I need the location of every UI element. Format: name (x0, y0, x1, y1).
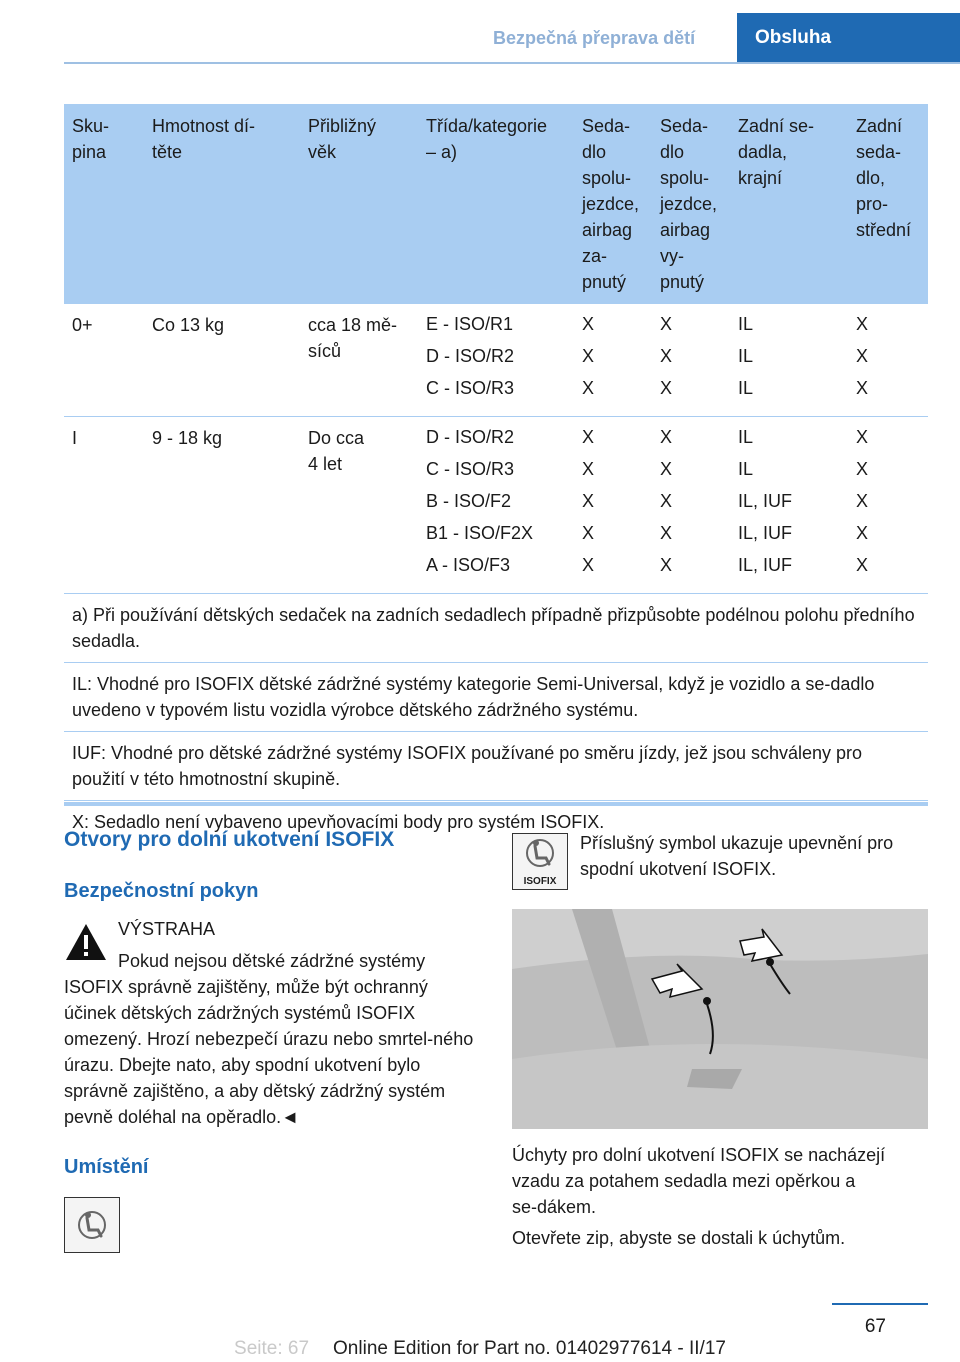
footer-rule (832, 1303, 928, 1305)
footer-edition (0, 1338, 960, 1360)
section-title: Otvory pro dolní ukotvení ISOFIX (64, 828, 395, 851)
table-note: a) Při používání dětských sedaček na zadních sedadlech případně přizpůsobte podélnou polohu předního sedadla. (64, 594, 928, 663)
rear-middle-cell-value: X (856, 378, 869, 398)
rear-middle-cell-value: X (856, 459, 869, 479)
class-cell (418, 417, 574, 594)
warning-text: ISOFIX správně zajištěny, může být ochranný účinek dětských zádržných systémů ISOFIX omezený. Hrozí nebezpečí úrazu nebo smrtel‑ného úrazu. Dbejte nato, aby spodní ukotvení bylo správně zajištěno, a aby dětský zádržný systém pevně doléhal na opěradlo.◄ (64, 977, 474, 1127)
rear-outer-cell-value: IL (738, 314, 754, 334)
class-cell-value: C - ISO/R3 (426, 378, 515, 398)
col-header (144, 104, 300, 304)
rear-middle-cell-value: X (856, 314, 869, 334)
seat-airbag-on-cell-value: X (582, 346, 595, 366)
footer-watermark: Seite: 67 (234, 1338, 310, 1359)
rear-middle-cell-value: X (856, 346, 869, 366)
caption-zip: Otevřete zip, abyste se dostali k úchytům. (512, 1228, 846, 1248)
seat-airbag-off-cell-value: X (660, 427, 673, 447)
col-header (418, 104, 574, 304)
col-header (64, 104, 144, 304)
seat-airbag-on-cell-value: X (582, 523, 595, 543)
rear-outer-cell (730, 417, 848, 594)
rear-middle-cell-value: X (856, 555, 869, 575)
class-cell-value: D - ISO/R2 (426, 346, 515, 366)
header-section-title: Bezpečná přeprava dětí (493, 28, 696, 48)
col-header-label: Zadní seda- dlo, pro- střední (856, 116, 912, 240)
col-header (574, 104, 652, 304)
col-header (300, 104, 418, 304)
seat-airbag-on-cell-value: X (582, 555, 595, 575)
col-header-label: Hmotnost dí- těte (152, 116, 256, 162)
seat-airbag-on-cell (574, 304, 652, 417)
isofix-table (64, 104, 928, 843)
rear-middle-cell-value: X (856, 491, 869, 511)
class-cell-value: B1 - ISO/F2X (426, 523, 534, 543)
seat-airbag-off-cell-value: X (660, 459, 673, 479)
seat-airbag-off-cell (652, 304, 730, 417)
class-cell (418, 304, 574, 417)
table-note: IL: Vhodné pro ISOFIX dětské zádržné systémy kategorie Semi‑Universal, když je vozidlo a se‑dadlo uvedeno v typovém listu vozidla výrobce dětského zádržného systému. (64, 663, 928, 732)
seat-airbag-off-cell-value: X (660, 314, 673, 334)
warning-first-line: Pokud nejsou dětské zádržné systémy (118, 951, 426, 971)
table-header-row (64, 104, 928, 304)
rear-outer-cell-value: IL (738, 427, 754, 447)
col-header (730, 104, 848, 304)
seat-airbag-on-cell-value: X (582, 378, 595, 398)
table-note-row (64, 594, 928, 663)
col-header (848, 104, 928, 304)
seat-airbag-on-cell-value: X (582, 427, 595, 447)
rear-middle-cell (848, 304, 928, 417)
isofix-seat-icon (64, 1197, 120, 1253)
group-cell: 0+ (64, 304, 144, 417)
isofix-anchor-photo (512, 909, 928, 1129)
rear-outer-cell-value: IL, IUF (738, 555, 793, 575)
weight-cell: Co 13 kg (144, 304, 300, 417)
rear-outer-cell-value: IL (738, 346, 754, 366)
caption-anchors: Úchyty pro dolní ukotvení ISOFIX se nacházejí vzadu za potahem sedadla mezi opěrkou a se‑dákem. (512, 1145, 886, 1217)
table-note-row (64, 663, 928, 732)
class-cell-value: D - ISO/R2 (426, 427, 515, 447)
seat-airbag-off-cell-value: X (660, 555, 673, 575)
class-cell-value: C - ISO/R3 (426, 459, 515, 479)
table-row (64, 304, 928, 417)
footer-edition-text: Online Edition for Part no. 01402977614 - II/17 (333, 1338, 726, 1359)
header-tab: Obsluha (737, 13, 960, 63)
subsection-title: Bezpečnostní pokyn (64, 880, 259, 902)
placement-title: Umístění (64, 1156, 149, 1178)
col-header (652, 104, 730, 304)
isofix-icon-label: ISOFIX (523, 876, 557, 887)
rear-middle-cell-value: X (856, 427, 869, 447)
seat-airbag-off-cell-value: X (660, 523, 673, 543)
col-header-label: Zadní se- dadla, krajní (738, 116, 815, 188)
col-header-label: Seda- dlo spolu- jezdce, airbag za- pnutý (582, 116, 640, 292)
col-header-label: Sku- pina (72, 116, 110, 162)
table-note-row (64, 732, 928, 801)
col-header-label: Třída/kategorie – a) (426, 116, 548, 162)
rear-outer-cell-value: IL (738, 459, 754, 479)
col-header-label: Přibližný věk (308, 116, 377, 162)
isofix-symbol-icon (512, 833, 568, 890)
seat-airbag-on-cell (574, 417, 652, 594)
seat-airbag-off-cell-value: X (660, 346, 673, 366)
class-cell-value: B - ISO/F2 (426, 491, 512, 511)
symbol-description: Příslušný symbol ukazuje upevnění pro spodní ukotvení ISOFIX. (580, 833, 894, 879)
table-bottom-rule (64, 802, 928, 806)
age-cell: cca 18 mě- síců (300, 304, 418, 417)
table-row (64, 417, 928, 594)
weight-cell: 9 - 18 kg (144, 417, 300, 594)
col-header-label: Seda- dlo spolu- jezdce, airbag vy- pnutý (660, 116, 718, 292)
table-note: X: Sedadlo není vybaveno upevňovacími body pro systém ISOFIX. (64, 801, 928, 844)
table-note: IUF: Vhodné pro dětské zádržné systémy ISOFIX používané po směru jízdy, jež jsou schváleny pro použití v této hmotnostní skupině. (64, 732, 928, 801)
rear-middle-cell (848, 417, 928, 594)
seat-airbag-off-cell-value: X (660, 378, 673, 398)
rear-outer-cell-value: IL, IUF (738, 523, 793, 543)
seat-airbag-on-cell-value: X (582, 459, 595, 479)
rear-outer-cell-value: IL (738, 378, 754, 398)
seat-airbag-off-cell (652, 417, 730, 594)
group-cell: I (64, 417, 144, 594)
warning-icon (64, 922, 108, 967)
rear-outer-cell (730, 304, 848, 417)
header-rule (64, 62, 960, 64)
seat-airbag-on-cell-value: X (582, 491, 595, 511)
rear-middle-cell-value: X (856, 523, 869, 543)
warning-label: VÝSTRAHA (118, 919, 216, 939)
seat-airbag-on-cell-value: X (582, 314, 595, 334)
class-cell-value: E - ISO/R1 (426, 314, 514, 334)
page-number: 67 (864, 1316, 886, 1337)
seat-airbag-off-cell-value: X (660, 491, 673, 511)
age-cell: Do cca 4 let (300, 417, 418, 594)
class-cell-value: A - ISO/F3 (426, 555, 511, 575)
rear-outer-cell-value: IL, IUF (738, 491, 793, 511)
